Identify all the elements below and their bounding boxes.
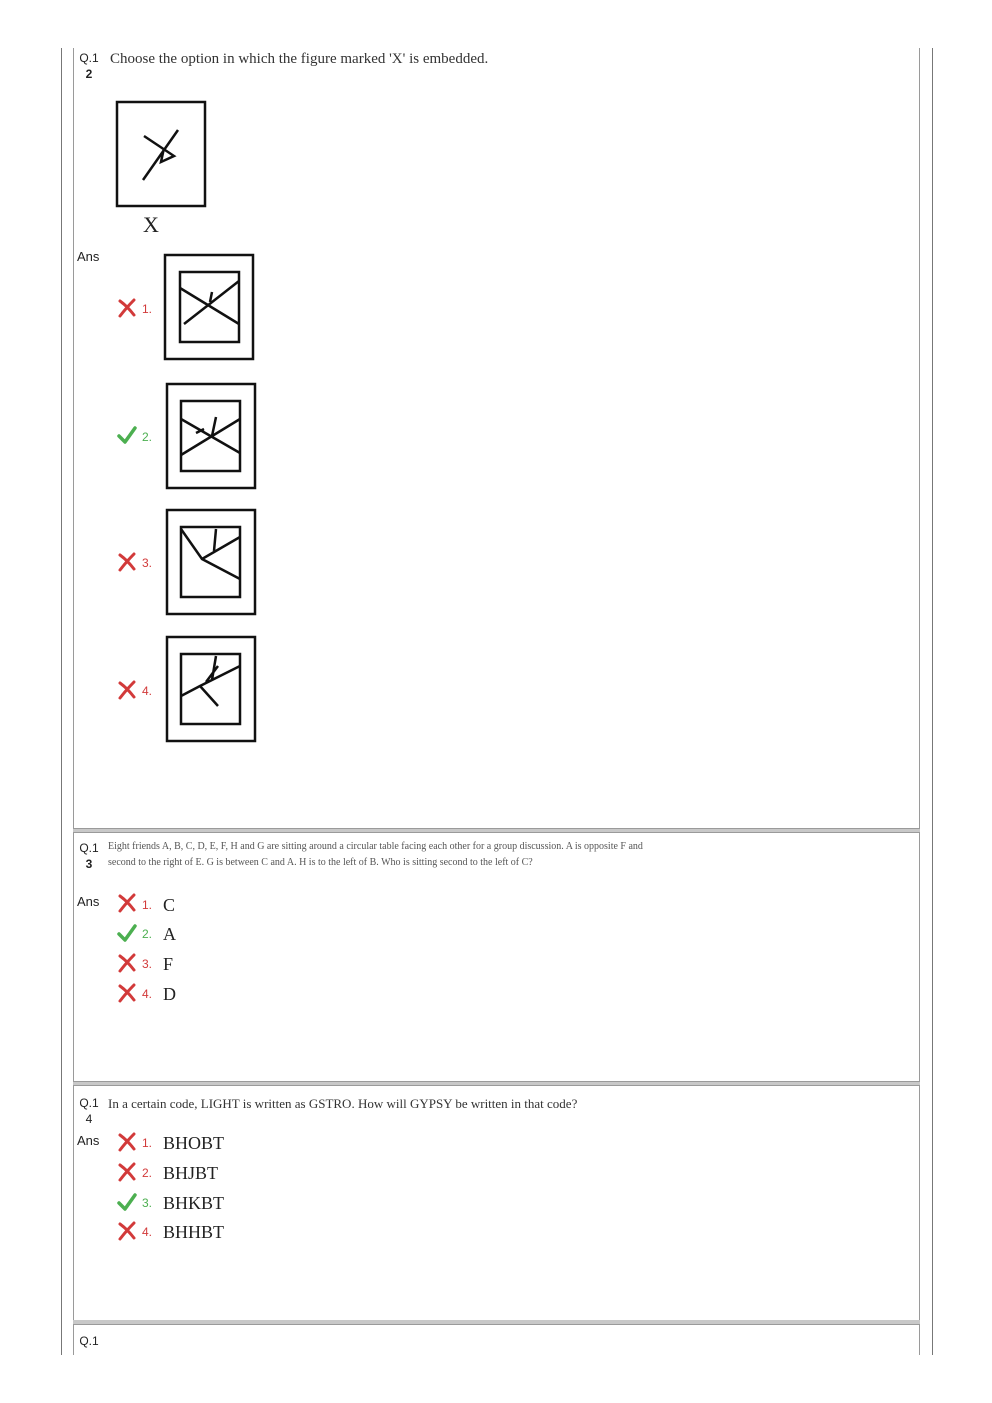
ans-label: Ans xyxy=(77,1133,100,1148)
option-value[interactable]: BHJBT xyxy=(163,1163,219,1183)
wrong-icon xyxy=(117,298,137,318)
ans-label: Ans xyxy=(77,894,100,909)
option-figure-3[interactable] xyxy=(166,509,257,616)
question-number: Q.1 4 xyxy=(79,1096,99,1126)
question-number: Q.1 3 xyxy=(79,841,99,871)
question-number: Q.1 xyxy=(79,1334,99,1348)
option-number: 3. xyxy=(142,1196,153,1210)
option-value[interactable]: BHOBT xyxy=(163,1133,225,1153)
wrong-icon xyxy=(117,1221,137,1241)
option-value[interactable]: BHHBT xyxy=(163,1222,225,1242)
ans-label: Ans xyxy=(77,249,100,264)
correct-icon xyxy=(117,1192,137,1212)
question-panel-q15 xyxy=(73,1324,920,1355)
wrong-icon xyxy=(117,1132,137,1152)
wrong-icon xyxy=(117,552,137,572)
option-number: 4. xyxy=(142,684,153,698)
option-value[interactable]: BHKBT xyxy=(163,1193,225,1213)
option-number: 4. xyxy=(142,987,153,1001)
option-number: 2. xyxy=(142,1166,153,1180)
correct-icon xyxy=(117,923,137,943)
wrong-icon xyxy=(117,1162,137,1182)
option-figure-4[interactable] xyxy=(166,636,257,743)
option-number: 2. xyxy=(142,430,153,444)
option-value[interactable]: C xyxy=(163,895,176,915)
option-number: 2. xyxy=(142,927,153,941)
option-figure-2[interactable] xyxy=(166,383,257,490)
left-margin-line xyxy=(61,48,62,1355)
question-number: Q.1 2 xyxy=(79,51,99,81)
option-value[interactable]: A xyxy=(163,924,176,944)
option-value[interactable]: D xyxy=(163,984,176,1004)
wrong-icon xyxy=(117,983,137,1003)
right-margin-line xyxy=(932,48,933,1355)
wrong-icon xyxy=(117,893,137,913)
option-number: 3. xyxy=(142,957,153,971)
question-text: Eight friends A, B, C, D, E, F, H and G are sitting around a circular table facing each other for a group discussion. A is opposite F and second to the right of E. G is between C and A. H is to the left of B. Who is sitting second to the left of C? xyxy=(108,841,643,868)
figure-x xyxy=(116,100,208,208)
option-figure-1[interactable] xyxy=(164,254,255,361)
figure-x-caption: X xyxy=(143,212,159,237)
option-value[interactable]: F xyxy=(163,954,174,974)
option-number: 1. xyxy=(142,898,153,912)
wrong-icon xyxy=(117,953,137,973)
option-number: 1. xyxy=(142,302,153,316)
correct-icon xyxy=(117,425,137,445)
option-number: 3. xyxy=(142,556,153,570)
question-text: Choose the option in which the figure marked 'X' is embedded. xyxy=(110,51,489,67)
option-number: 4. xyxy=(142,1225,153,1239)
option-number: 1. xyxy=(142,1136,153,1150)
wrong-icon xyxy=(117,680,137,700)
question-text: In a certain code, LIGHT is written as GSTRO. How will GYPSY be written in that code? xyxy=(108,1096,578,1111)
